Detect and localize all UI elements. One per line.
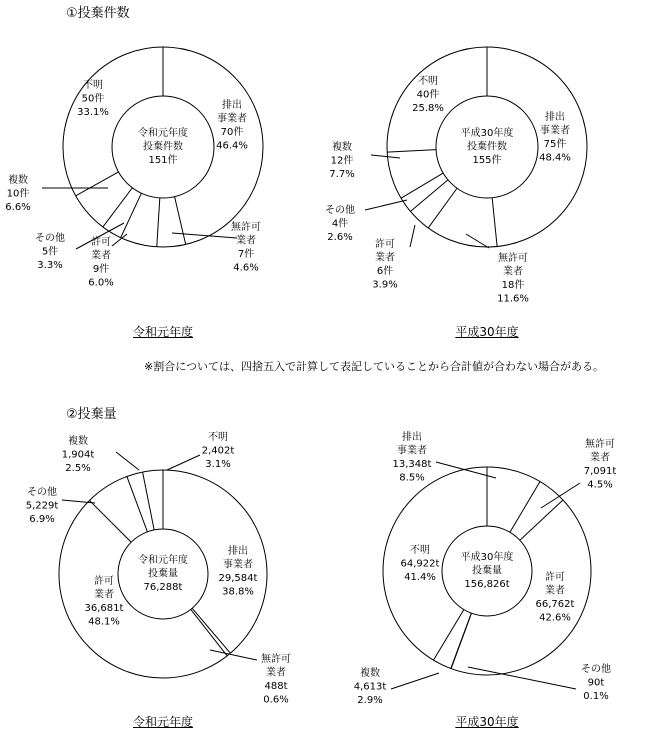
chart-3-label-fukusu: 複数 4,613t 2.9% bbox=[353, 668, 387, 706]
section1-heading: ①投棄件数 bbox=[66, 6, 130, 21]
chart-2-leader-fumei bbox=[167, 455, 200, 470]
section2-heading: ②投棄量 bbox=[66, 407, 117, 422]
chart-0-label-fumei: 不明 50件 33.1% bbox=[77, 80, 109, 118]
chart-3-label-haishutsu: 排出事業者 13,348t 8.5% bbox=[392, 432, 432, 484]
chart-1-label-haishutsu: 排出事業者 75件 48.4% bbox=[539, 112, 571, 164]
chart-1-leader-sonota bbox=[365, 200, 407, 210]
chart-1-label-sonota: その他 4件 2.6% bbox=[325, 205, 355, 243]
chart-3-label-fumei: 不明 64,922t 41.4% bbox=[400, 545, 440, 583]
chart-3-label-mukyoka: 無許可業者 7,091t 4.5% bbox=[583, 439, 617, 491]
chart-1-center-label: 平成30年度投棄件数 155件 bbox=[460, 128, 514, 166]
chart-2-label-fukusu: 複数 1,904t 2.5% bbox=[61, 436, 95, 474]
year-label-volume-r1: 令和元年度 bbox=[132, 715, 194, 729]
chart-2-label-mukyoka: 無許可業者 488t 0.6% bbox=[261, 654, 291, 706]
chart-0-label-kyoka: 許可業者 9件 6.0% bbox=[88, 237, 114, 289]
chart-0-label-fukusu: 複数 10件 6.6% bbox=[5, 175, 31, 213]
chart-1-leader-kyoka bbox=[410, 225, 415, 247]
chart-0-label-sonota: その他 5件 3.3% bbox=[35, 233, 65, 271]
year-label-volume-h30: 平成30年度 bbox=[455, 715, 519, 729]
rounding-note: ※割合については、四捨五入で計算して表記していることから合計値が合わない場合がある。 bbox=[144, 360, 604, 373]
chart-3-label-sonota: その他 90t 0.1% bbox=[581, 664, 611, 702]
chart-1-label-kyoka: 許可業者 6件 3.9% bbox=[372, 239, 398, 291]
chart-2-label-sonota: その他 5,229t 6.9% bbox=[25, 487, 59, 525]
chart-3-leader-fukusu bbox=[391, 673, 439, 689]
chart-3-label-kyoka: 許可業者 66,762t 42.6% bbox=[535, 572, 575, 624]
chart-0-center-label: 令和元年度投棄件数 151件 bbox=[138, 128, 188, 166]
chart-1-label-fukusu: 複数 12件 7.7% bbox=[329, 142, 355, 180]
chart-3-leader-sonota bbox=[468, 667, 576, 689]
year-label-count-r1: 令和元年度 bbox=[132, 325, 194, 339]
chart-1-label-fumei: 不明 40件 25.8% bbox=[412, 76, 444, 114]
chart-2-label-fumei: 不明 2,402t 3.1% bbox=[201, 432, 235, 470]
chart-2-label-kyoka: 許可業者 36,681t 48.1% bbox=[84, 576, 124, 628]
chart-1-label-mukyoka: 無許可業者 18件 11.6% bbox=[497, 253, 529, 305]
chart-2-leader-fukusu bbox=[116, 452, 139, 470]
chart-0-label-mukyoka: 無許可業者 7件 4.6% bbox=[231, 222, 261, 274]
chart-0-label-haishutsu: 排出事業者 70件 46.4% bbox=[216, 100, 248, 152]
year-label-count-h30: 平成30年度 bbox=[455, 325, 519, 339]
chart-2-label-haishutsu: 排出事業者 29,584t 38.8% bbox=[218, 546, 258, 598]
chart-2-center-label: 令和元年度投棄量 76,288t bbox=[138, 555, 188, 593]
chart-3-center-label: 平成30年度投棄量 156,826t bbox=[460, 552, 514, 590]
